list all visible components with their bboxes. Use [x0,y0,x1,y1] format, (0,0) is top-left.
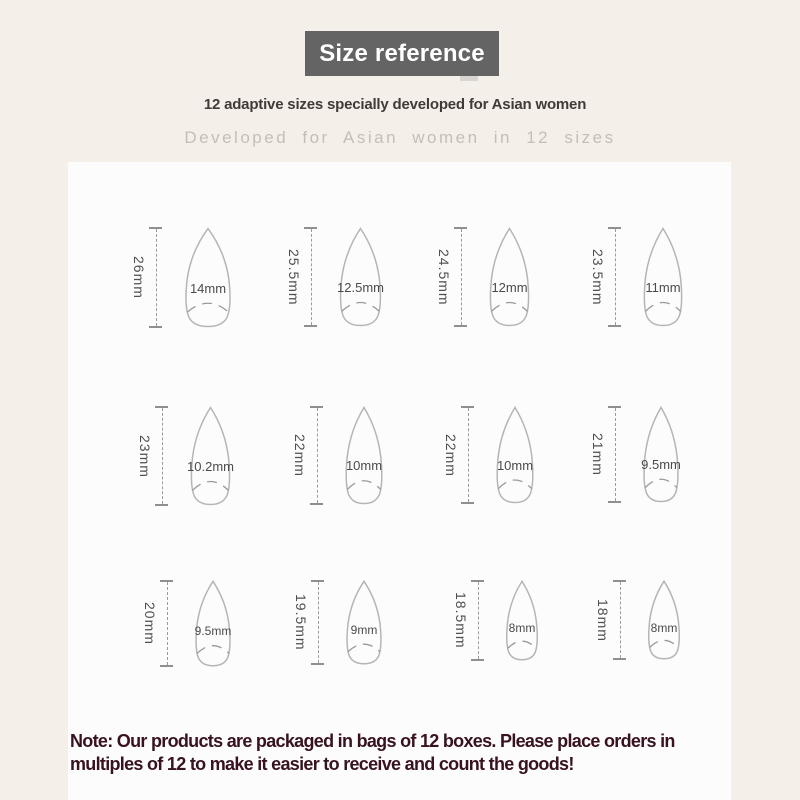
nail-shape [487,227,532,327]
nail-width-label: 11mm [645,280,681,295]
length-ruler [454,227,467,327]
ruler-dashed-line [317,408,318,503]
nail-length-label: 23mm [137,434,153,478]
size-cell-11 [453,580,540,661]
ruler-dashed-line [162,408,163,504]
page-title: Size reference [319,39,485,67]
nail-width-label: 9.5mm [194,624,232,639]
length-ruler [461,406,474,504]
nail-length-label: 20mm [142,602,158,645]
nail-width-label: 10.2mm [187,459,234,474]
length-ruler [304,227,317,327]
size-cell-8 [590,406,681,503]
sub-heading: Developed for Asian women in 12 sizes [184,128,616,147]
note-line-2: multiples of 12 to make it easier to receive and count the goods! [70,754,574,774]
nail-shape [646,580,682,660]
nail-outline-icon [343,406,385,505]
nail-width-label: 14mm [189,280,227,296]
nail-shape [494,406,536,504]
size-cell-6 [292,406,385,505]
nail-length-label: 24.5mm [436,248,452,306]
nail-width-label: 10mm [496,457,534,473]
nail-width-label: 8mm [650,620,678,635]
nail-shape [344,580,384,665]
size-cell-4 [590,227,685,327]
length-ruler [608,406,621,503]
nail-width-label: 10mm [345,458,383,474]
nail-length-label: 19.5mm [293,594,309,651]
packaging-note [70,730,732,776]
ruler-dashed-line [311,229,312,325]
size-cell-3 [436,227,532,327]
nail-width-label: 12mm [491,280,528,295]
size-cell-12 [595,580,682,660]
title-banner [305,31,499,76]
size-cell-9 [142,580,233,667]
nail-shape [641,227,685,327]
nail-shape [337,227,384,327]
nail-length-label: 22mm [443,433,459,477]
nail-outline-icon [494,406,536,504]
nail-shape [182,227,234,328]
length-ruler [471,580,484,661]
length-ruler [160,580,173,667]
size-cell-5 [137,406,233,506]
length-ruler [155,406,168,506]
ruler-dashed-line [478,582,479,659]
size-cell-7 [443,406,536,504]
length-ruler [149,227,162,328]
nail-outline-icon [188,406,233,506]
ruler-dashed-line [461,229,462,325]
nail-outline-icon [337,227,384,327]
title-banner-shadow [460,76,478,81]
length-ruler [311,580,324,665]
nail-length-label: 18.5mm [453,592,469,649]
ruler-dashed-line [167,582,168,665]
nail-width-label: 8mm [508,621,536,636]
size-cell-10 [293,580,384,665]
nail-outline-icon [487,227,532,327]
nail-length-label: 23.5mm [590,248,606,306]
size-cell-2 [286,227,384,327]
nail-shape [188,406,233,506]
length-ruler [613,580,626,660]
ruler-dashed-line [318,582,319,663]
nail-width-label: 12.5mm [337,280,384,295]
ruler-dashed-line [615,229,616,325]
ruler-dashed-line [620,582,621,658]
nail-length-label: 26mm [131,256,147,299]
note-line-1: Note: Our products are packaged in bags of 12 boxes. Please place orders in [70,731,675,751]
nail-shape [343,406,385,505]
nail-length-label: 18mm [595,598,611,642]
length-ruler [608,227,621,327]
nail-length-label: 21mm [590,433,606,476]
size-cell-1 [131,227,234,328]
main-heading: 12 adaptive sizes specially developed for Asian women [203,96,587,113]
nail-shape [193,580,233,667]
nail-outline-icon [641,227,685,327]
length-ruler [310,406,323,505]
nail-outline-icon [182,227,234,328]
nail-width-label: 9mm [350,623,378,638]
ruler-dashed-line [156,229,157,326]
nail-outline-icon [641,406,681,503]
nail-length-label: 22mm [292,434,308,477]
ruler-dashed-line [615,408,616,501]
nail-shape [641,406,681,503]
nail-length-label: 25.5mm [286,248,302,306]
nail-width-label: 9.5mm [641,457,681,473]
ruler-dashed-line [468,408,469,502]
nail-shape [504,580,540,661]
